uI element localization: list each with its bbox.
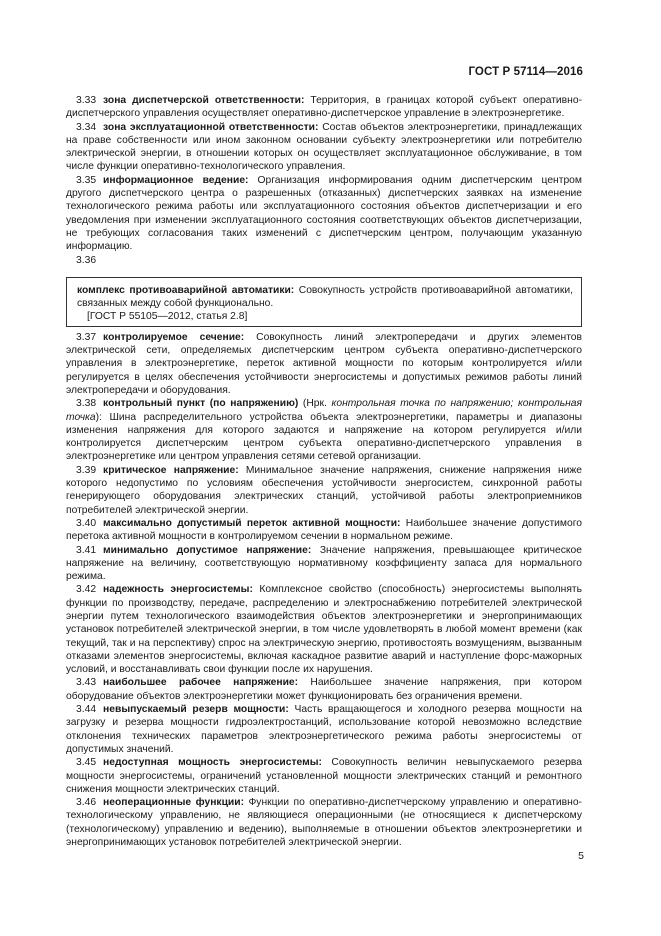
entry-definition: Территория, в границах которой субъект оперативно-диспетчерского управления осуществляет оперативно-диспетчерское управление в электроэнергетике. <box>66 95 582 120</box>
entry-term: контрольный пункт (по напряжению) <box>103 398 299 410</box>
page-number: 5 <box>578 850 584 862</box>
entry-definition: Функции по оперативно-диспетчерскому управлению и оперативно-технологическому управлению, не являющиеся операционными (не относящиеся к диспетчерскому (технологическому) управлению и ведению), выполняемые в отношении объектов электроэнергетики и энергопринимающих установок потребителей электрической энергии. <box>66 797 582 849</box>
entry-number: 3.39 <box>76 464 97 476</box>
entry-definition: Совокупность устройств противоаварийной автоматики, связанных между собой функционально. <box>77 284 573 310</box>
entry-number: 3.41 <box>76 544 97 556</box>
entry-deprecated-term: контрольная точка по напряжению; контрольная точка <box>66 398 583 423</box>
entry-term: наибольшее рабочее напряжение: <box>103 677 299 689</box>
entry-term: недоступная мощность энергосистемы: <box>103 757 322 769</box>
entry-definition: Значение напряжения, превышающее критическое напряжение на величину, соответствующую нормативному коэффициенту запаса для нормального режима. <box>66 544 582 583</box>
entry-term: информационное ведение: <box>103 174 249 186</box>
entry-3-34 <box>66 121 582 174</box>
entry-3-33 <box>66 94 582 121</box>
entry-term: контролируемое сечение: <box>103 331 245 343</box>
entry-3-46 <box>66 796 582 849</box>
entry-term: неоперационные функции: <box>103 797 245 809</box>
entry-number: 3.43 <box>76 677 97 689</box>
entry-number: 3.44 <box>76 704 97 716</box>
document-body <box>66 94 582 849</box>
entry-number: 3.34 <box>76 121 97 133</box>
entry-number: 3.38 <box>76 398 97 410</box>
entry-number: 3.33 <box>76 95 97 106</box>
entry-prefix: (Нрк. <box>298 398 332 410</box>
entry-3-44 <box>66 703 582 756</box>
entry-term: надежность энергосистемы: <box>103 584 253 596</box>
entry-3-38 <box>66 397 582 463</box>
entry-definition: Минимальное значение напряжения, снижение напряжения ниже которого недопустимо по условиям обеспечения устойчивости энергосистем, синхронной работы генерирующего оборудования электрических станций, устойчивой работы электроприемников потребителей электрической энергии. <box>66 464 582 516</box>
entry-number: 3.35 <box>76 174 97 186</box>
entry-3-41 <box>66 544 582 584</box>
entry-3-43 <box>66 676 582 703</box>
entry-term: критическое напряжение: <box>103 464 239 476</box>
entry-definition: ): Шина распределительного устройства объекта электроэнергетики, параметры и диапазоны изменения напряжения для которого задаются и напряжение на котором регулируется и/или контролируется диспетчерским центром субъекта оперативно-диспетчерского управления в электроэнергетике или центром управления сетями сетевой организации. <box>66 411 582 463</box>
entry-term: максимально допустимый переток активной мощности: <box>103 517 401 529</box>
entry-definition: Комплексное свойство (способность) энергосистемы выполнять функции по производству, передаче, распределению и электроснабжению потребителей электрической энергии путем технологического взаимодействия объектов электроэнергетики и энергопринимающих установок потребителей электрической энергии, в том числе удовлетворять в любой момент времени (как текущий, так и на перспективу) спрос на электрическую энергию, противостоять возмущениям, вызванным отказами элементов энергосистемы, включая каскадное развитие аварий и наступление форс-мажорных условий, и восстанавливать свои функции после их нарушения. <box>66 584 582 676</box>
entry-number: 3.37 <box>76 331 97 343</box>
entry-3-36-number <box>66 254 582 267</box>
entry-definition: Часть вращающегося и холодного резерва мощности на загрузку и резерва мощности гидроэлектростанций, использование которой невозможно вследствие отклонения технических параметров электроэнергетического режима работы энергосистемы от допустимых значений. <box>66 704 583 755</box>
entry-3-42 <box>66 583 582 676</box>
entry-definition: Совокупность величин невыпускаемого резерва мощности энергосистемы, ограничений установленной мощности электрических станций и ремонтного снижения мощности электрических станций. <box>66 757 582 795</box>
entry-3-40 <box>66 517 582 544</box>
entry-number: 3.45 <box>76 757 97 769</box>
entry-definition: Наибольшее значение напряжения, при котором оборудование объектов электроэнергетики может функционировать без ограничения времени. <box>66 677 582 702</box>
source-reference: [ГОСТ Р 55105—2012, статья 2.8] <box>87 311 248 323</box>
entry-definition: Состав объектов электроэнергетики, принадлежащих на праве собственности или ином законном основании субъекту электроэнергетики или потребителю электрической энергии, в отношении которых он осуществляет эксплуатационное обслуживание, в том числе функции оперативно-технологического управления. <box>66 121 582 173</box>
entry-definition: Организация информирования одним диспетчерским центром другого диспетчерского центра о разрешенных (отказанных) диспетчерских заявках на изменение технологического режима работы или эксплуатационного состояния объектов диспетчеризации и его уведомления при изменении эксплуатационного состояния соответствующих объектов диспетчеризации, не требующих согласования таких изменений с диспетчерским центром, получающим указанную информацию. <box>66 174 582 253</box>
boxed-definition <box>66 277 582 327</box>
document-header: ГОСТ Р 57114—2016 <box>468 66 583 78</box>
entry-term: зона диспетчерской ответственности: <box>103 95 305 106</box>
entry-3-37 <box>66 331 582 397</box>
entry-term: минимально допустимое напряжение: <box>103 544 312 556</box>
entry-number: 3.40 <box>76 517 97 529</box>
entry-term: невыпускаемый резерв мощности: <box>103 704 289 716</box>
entry-3-45 <box>66 756 582 796</box>
entry-3-39 <box>66 464 582 517</box>
entry-3-35 <box>66 174 582 254</box>
entry-3-36 <box>77 284 573 311</box>
entry-term: комплекс противоаварийной автоматики: <box>77 284 295 296</box>
entry-term: зона эксплуатационной ответственности: <box>103 121 319 133</box>
entry-number: 3.36 <box>76 254 97 266</box>
entry-number: 3.42 <box>76 584 97 596</box>
entry-definition: Совокупность линий электропередачи и других элементов электрической сети, определяемых диспетчерским центром субъекта оперативно-диспетчерского управления в электроэнергетике, переток активной мощности по которым контролируется и/или регулируется в целях обеспечения устойчивости энергосистемы и допустимых режимов работы линий электропередачи и оборудования. <box>66 331 582 396</box>
entry-definition: Наибольшее значение допустимого перетока активной мощности в контролируемом сечении в нормальном режиме. <box>66 517 582 543</box>
entry-number: 3.46 <box>76 797 97 809</box>
